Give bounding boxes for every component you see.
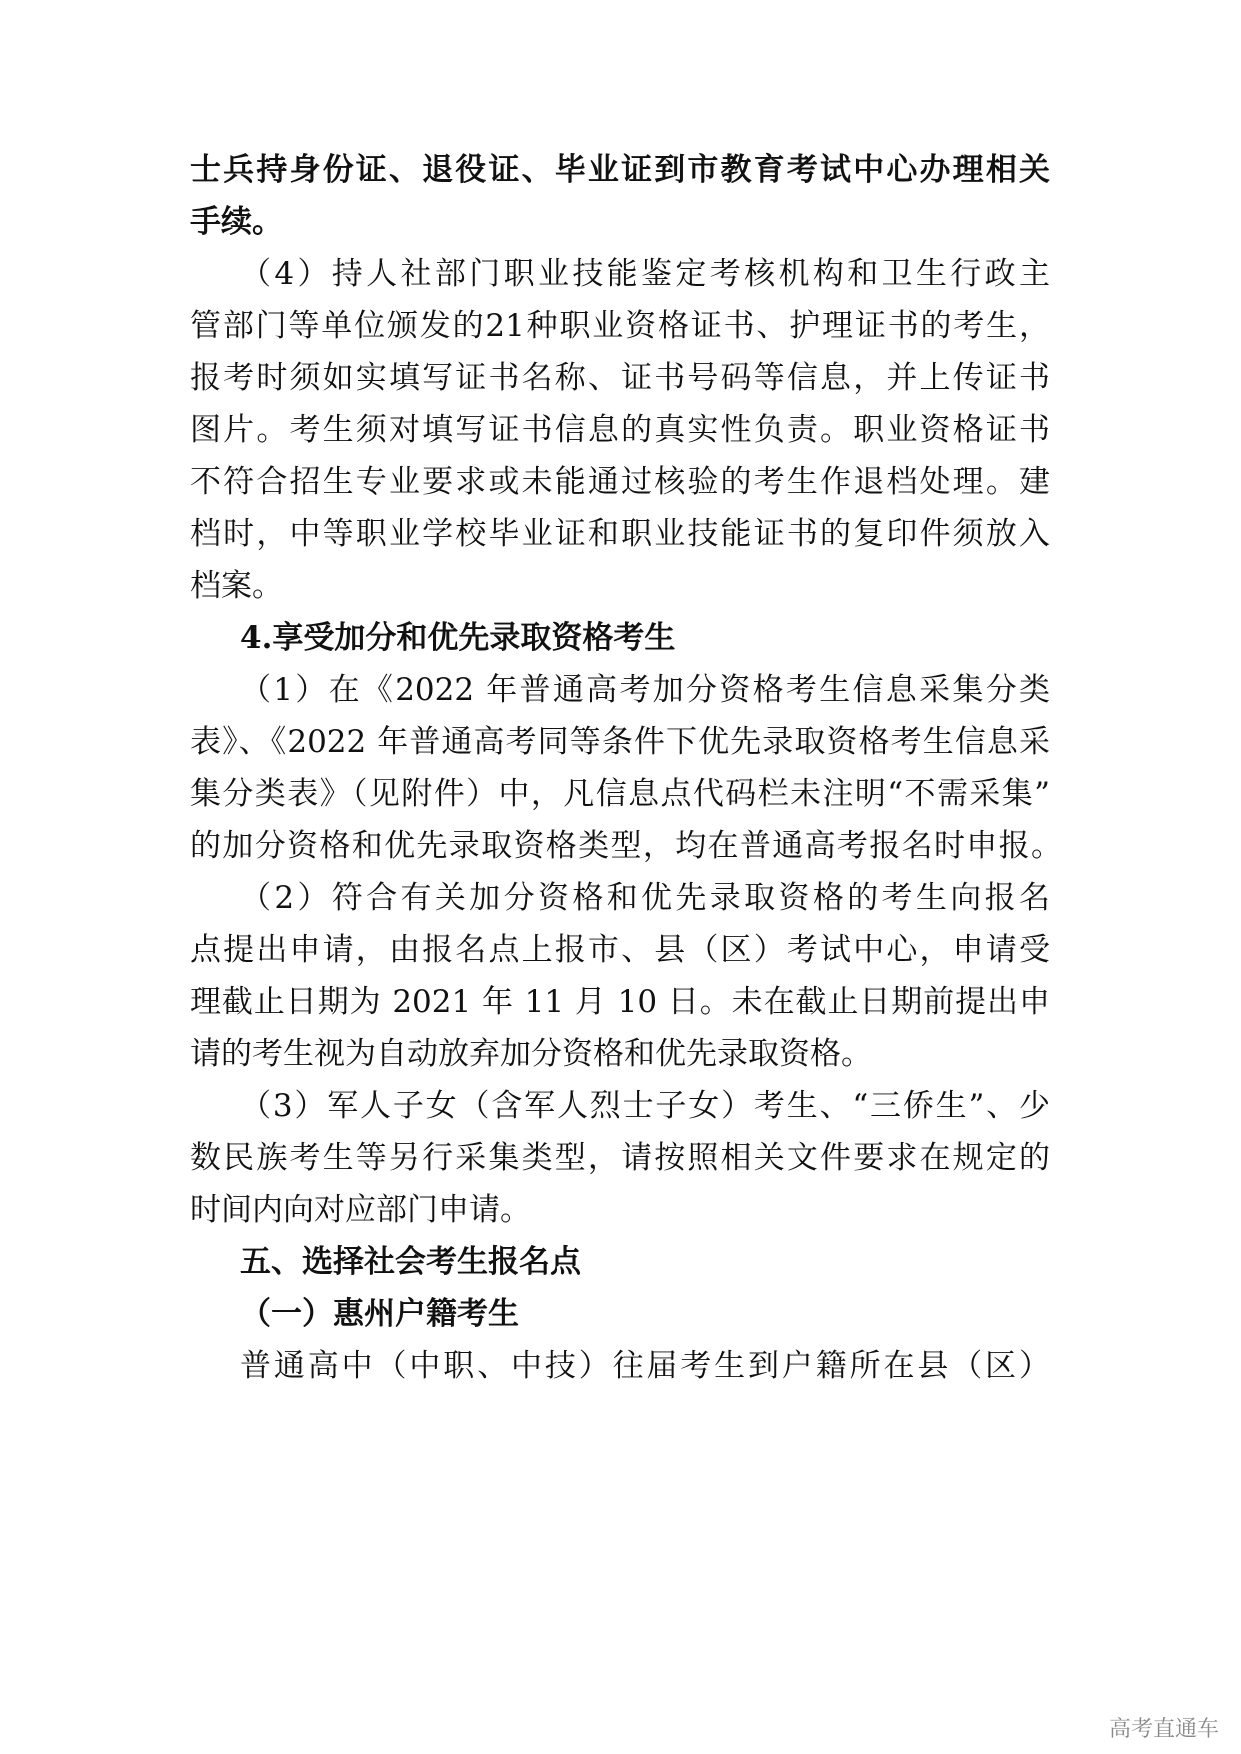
paragraph-line: 士兵持身份证、退役证、毕业证到市教育考试中心办理相关: [190, 152, 1050, 188]
paragraph-line: 点提出申请，由报名点上报市、县（区）考试中心，申请受: [190, 932, 1050, 968]
paragraph-line: 集分类表》（见附件）中，凡信息点代码栏未注明“不需采集”: [190, 776, 1050, 812]
paragraph-line: 手续。: [190, 204, 283, 240]
paragraph-line: 数民族考生等另行采集类型，请按照相关文件要求在规定的: [190, 1140, 1050, 1176]
paragraph-line: 的加分资格和优先录取资格类型，均在普通高考报名时申报。: [190, 828, 1062, 864]
paragraph-line: （4）持人社部门职业技能鉴定考核机构和卫生行政主: [240, 256, 1050, 292]
paragraph-line: 理截止日期为 2021 年 11 月 10 日。未在截止日期前提出申: [190, 984, 1050, 1020]
watermark: 高考直通车: [1108, 1717, 1219, 1742]
paragraph-line: 请的考生视为自动放弃加分资格和优先录取资格。: [190, 1036, 872, 1072]
paragraph-line: （3）军人子女（含军人烈士子女）考生、“三侨生”、少: [240, 1088, 1050, 1124]
subsection-heading: （一）惠州户籍考生: [240, 1296, 519, 1332]
paragraph-line: 时间内向对应部门申请。: [190, 1192, 531, 1228]
paragraph-line: （1）在《2022 年普通高考加分资格考生信息采集分类: [240, 672, 1050, 708]
paragraph-line: 档案。: [190, 568, 283, 604]
paragraph-line: 档时，中等职业学校毕业证和职业技能证书的复印件须放入: [190, 516, 1050, 552]
paragraph-line: （2）符合有关加分资格和优先录取资格的考生向报名: [240, 880, 1050, 916]
section-heading: 4.享受加分和优先录取资格考生: [240, 620, 676, 656]
paragraph-line: 表》、《2022 年普通高考同等条件下优先录取资格考生信息采: [190, 724, 1050, 760]
paragraph-line: 不符合招生专业要求或未能通过核验的考生作退档处理。建: [190, 464, 1050, 500]
paragraph-line: 图片。考生须对填写证书信息的真实性负责。职业资格证书: [190, 412, 1050, 448]
section-heading: 五、选择社会考生报名点: [240, 1244, 581, 1280]
paragraph-line: 报考时须如实填写证书名称、证书号码等信息，并上传证书: [190, 360, 1050, 396]
paragraph-line: 普通高中（中职、中技）往届考生到户籍所在县（区）: [240, 1348, 1050, 1384]
paragraph-line: 管部门等单位颁发的21种职业资格证书、护理证书的考生，: [190, 308, 1050, 344]
